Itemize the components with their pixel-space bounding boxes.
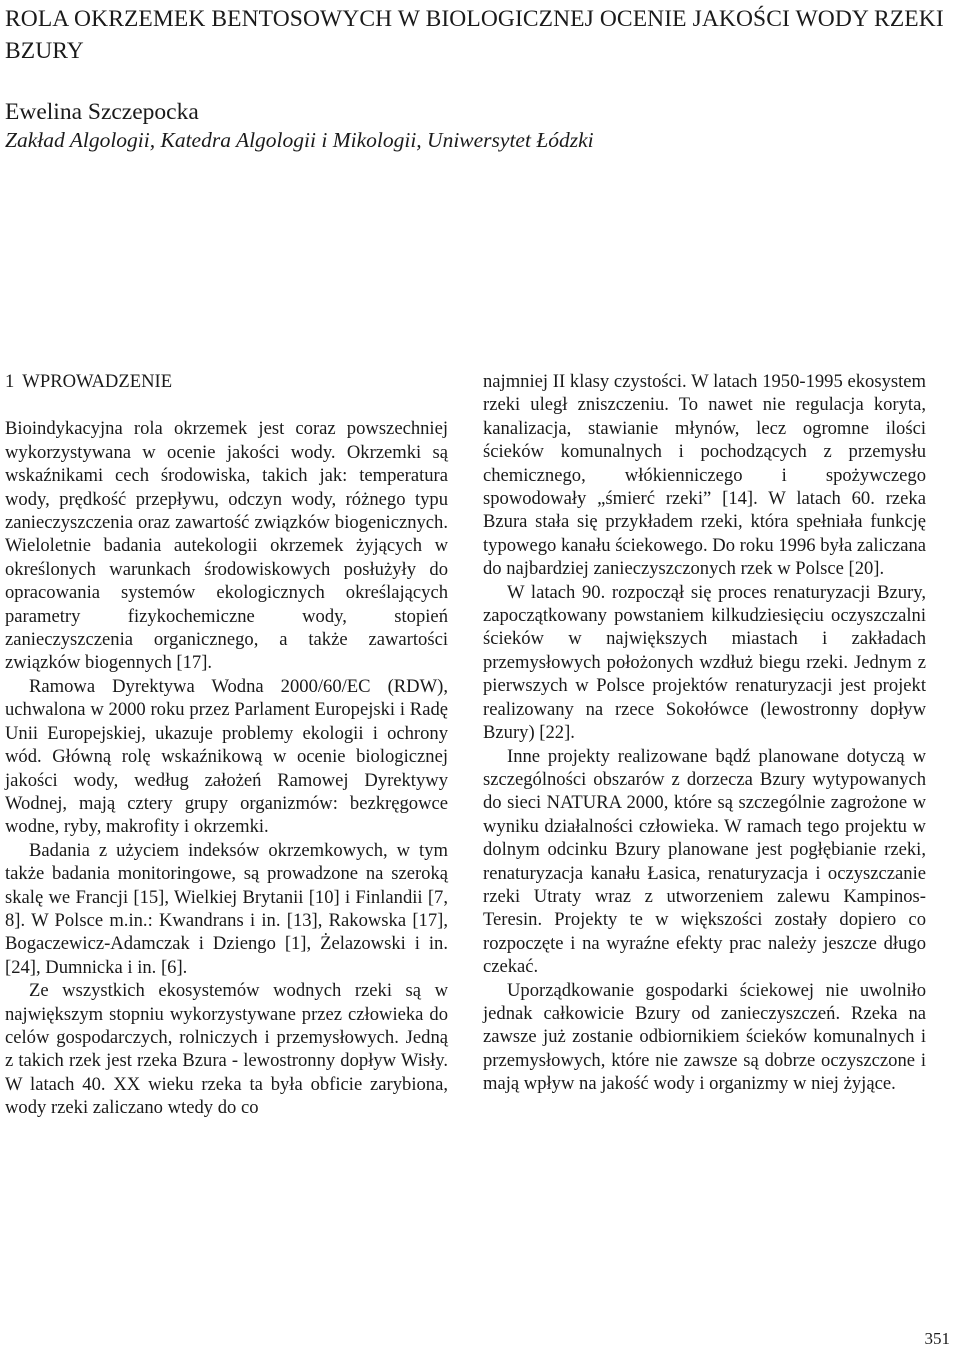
section-title: WPROWADZENIE	[22, 371, 173, 392]
paragraph: Ze wszystkich ekosystemów wodnych rzeki są w największym stopniu wykorzystywane przez człowieka do celów gospodarczych, rolniczych i przemysłowych. Jedną z takich rzek jest rzeka Bzura - lewostronny dopływ Wisły. W latach 40. XX wieku rzeka ta była obficie zarybiona, wody rzeki zaliczano wtedy do co	[5, 980, 448, 1119]
paragraph: Uporządkowanie gospodarki ściekowej nie uwolniło jednak całkowicie Bzury od zanieczyszczeń. Rzeka na zawsze już zostanie odbiornikiem ścieków komunalnych i przemysłowych, które nie zawsze są dobrze oczyszczone i mają wpływ na jakość wody i organizmy w niej żyjące.	[483, 979, 926, 1095]
paragraph: Badania z użyciem indeksów okrzemkowych, w tym także badania monitoringowe, są prowadzone na szeroką skalę we Francji [15], Wielkiej Brytanii [10] i Finlandii [7, 8]. W Polsce m.in.: Kwandrans i in. [13], Rakowska [17], Bogaczewicz-Adamczak i Dziengo [1], Żelazowski i in. [24], Dumnicka i in. [6].	[5, 839, 448, 978]
author-affiliation: Zakład Algologii, Katedra Algologii i Mikologii, Uniwersytet Łódzki	[5, 128, 594, 152]
paragraph: najmniej II klasy czystości. W latach 1950-1995 ekosystem rzeki uległ zniszczeniu. To nawet nie regulacja koryta, kanalizacja, stawianie młynów, lecz ogromne ilości ścieków komunalnych i pochodzących z przemysłu chemicznego, włókienniczego i spożywczego spowodowały „śmierć rzeki” [14]. W latach 60. rzeka Bzura stała się przykładem rzeki, która spełniała funkcję typowego kanału ściekowego. Do roku 1996 była zaliczana do najbardziej zanieczyszczonych rzek w Polsce [20].	[483, 371, 927, 580]
paper-title: ROLA OKRZEMEK BENTOSOWYCH W BIOLOGICZNEJ OCENIE JAKOŚCI WODY RZEKI BZURY	[5, 6, 944, 64]
page-number: 351	[924, 1329, 950, 1348]
author-name: Ewelina Szczepocka	[5, 99, 199, 125]
paragraph: W latach 90. rozpoczął się proces renaturyzacji Bzury, zapoczątkowany powstaniem kilkudziesięciu oczyszczalni ścieków w największych miastach i zakładach przemysłowych położonych wzdłuż biegu rzeki. Jednym z pierwszych w Polsce projektów renaturyzacji jest projekt realizowany na rzece Sokołówce (lewostronny dopływ Bzury) [22].	[483, 581, 926, 744]
section-heading	[5, 370, 448, 393]
section-number: 1	[5, 371, 15, 392]
paragraph: Bioindykacyjna rola okrzemek jest coraz powszechniej wykorzystywana w ocenie jakości wody. Okrzemki są wskaźnikami cech środowiska, takich jak: temperatura wody, prędkość przepływu, odczyn wody, różnego typu zanieczyszczenia oraz zawartość związków biogenicznych. Wieloletnie badania autekologii okrzemek żyjących w określonych warunkach środowiskowych posłużyły do opracowania systemów ekologicznych określających parametry fizykochemiczne wody, stopień zanieczyszczenia organicznego, a także zawartości związków biogennych [17].	[5, 418, 448, 674]
paragraph: Inne projekty realizowane bądź planowane dotyczą w szczególności obszarów z dorzecza Bzury wytypowanych do sieci NATURA 2000, które są szczególnie zagrożone w wyniku działalności człowieka. W ramach tego projektu w dolnym odcinku Bzury planowane jest pogłębianie rzeki, renaturyzacja kanału Łasica, renaturyzacja i oczyszczanie rzeki Utraty wraz z utworzeniem zalewu Kampinos-Teresin. Projekty te w większości zostały dopiero co rozpoczęte i na wyraźne efekty prac należy jeszcze długo czekać.	[483, 745, 926, 978]
right-column	[483, 370, 926, 1096]
paragraph: Ramowa Dyrektywa Wodna 2000/60/EC (RDW), uchwalona w 2000 roku przez Parlament Europejski i Radę Unii Europejskiej, ukazuje problemy ekologii i ochrony wód. Główną rolę wskaźnikową w ocenie biologicznej jakości wody, według założeń Ramowej Dyrektywy Wodnej, mają cztery grupy organizmów: bezkręgowce wodne, ryby, makrofity i okrzemki.	[5, 675, 448, 838]
left-column	[5, 370, 448, 1120]
